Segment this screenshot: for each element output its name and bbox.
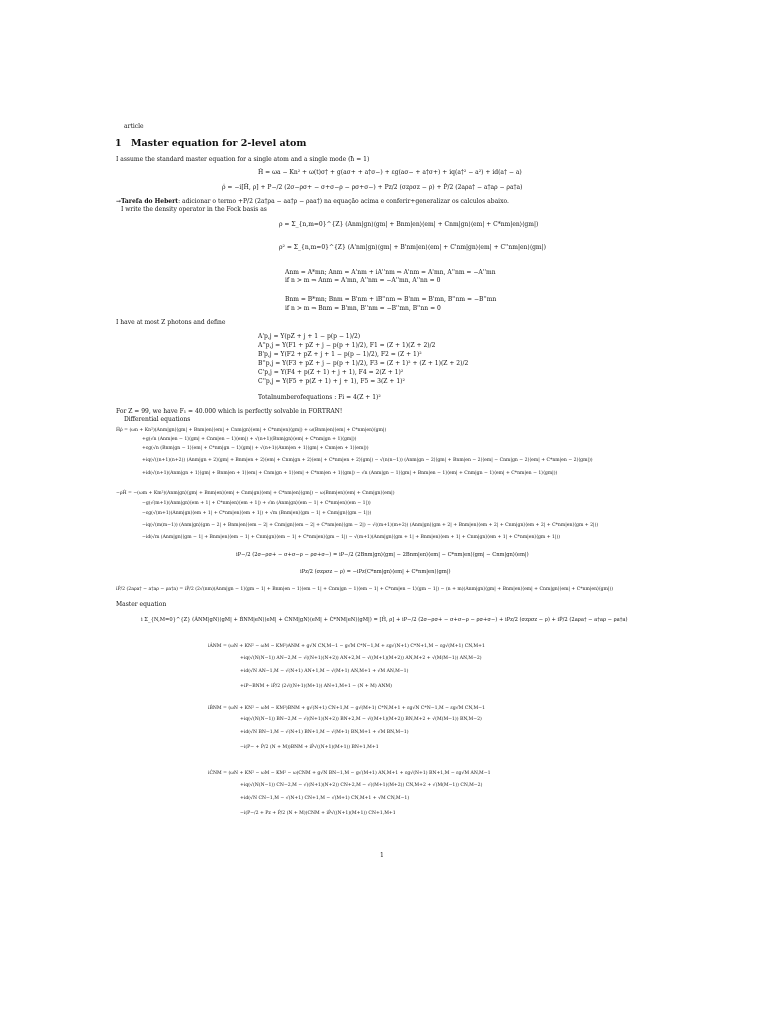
index-definition-5: C''p,j = Y(F5 + p(Z + 1) + j + 1), F5 = 3(Z + 1)²	[258, 378, 405, 385]
a-dot-line-2: +id(√N AN−1,M − √(N+1) AN+1,M − √(M+1) AN,M+1 + √M AN,M−1)	[240, 669, 409, 674]
index-definition-1: A''p,j = Y(F1 + pZ + j − p(p + 1)/2), F1 = (Z + 1)(Z + 2)/2	[258, 342, 436, 349]
document-class-label: article	[124, 123, 144, 130]
diff-h-rho-line-4: +id(√(n+1)(Anm|gn + 1⟩⟨gm| + Bnm|en + 1⟩⟨em| + Cnm|gn + 1⟩⟨em| + C*nm|en + 1⟩⟨gm|) − √n (Anm|gn − 1⟩⟨gm| + Bnm|en − 1⟩⟨em| + Cnm|gn − 1⟩⟨em| + C*nm|en − 1⟩⟨gm|))	[142, 471, 558, 476]
diff-h-rho-line-0: Ĥρ̇ = (ωn + Kn²)(Anm|gn⟩⟨gm| + Bnm|en⟩⟨em| + Cnm|gn⟩⟨em| + C*nm|en⟩⟨gm|) + ω(Bnm|en⟩⟨em| + C*nm|en⟩⟨gm|)	[116, 428, 387, 433]
section-number: 1	[115, 138, 122, 149]
lindblad-decay-term: iP−/2 (2σ−ρσ+ − σ+σ−ρ − ρσ+σ−) = iP−/2 (2Bnm|gn⟩⟨gm| − 2Bnm|en⟩⟨em| − C*nm|en⟩⟨gm| − Cnm|gn⟩⟨em|)	[236, 552, 529, 558]
lindblad-dephasing-term: iPz/2 (σzρσz − ρ) = −iPz(C*nm|gn⟩⟨em| + C*nm|en⟩⟨gm|)	[300, 569, 451, 575]
index-definition-3: B''p,j = Y(F3 + pZ + j − p(p + 1)/2), F3 = (Z + 1)² + (Z + 1)(Z + 2)/2	[258, 360, 469, 367]
diff-rho-h-line-2: −εg(√(m+1)(Anm|gn⟩⟨em + 1| + C*nm|en⟩⟨em + 1|) + √m (Bnm|en⟩⟨gm − 1| + Cnm|gn⟩⟨gm − 1|))	[142, 511, 372, 516]
b-dot-line-2: +id(√N BN−1,M − √(N+1) BN+1,M − √(M+1) BN,M+1 + √M BN,M−1)	[240, 730, 409, 735]
c-dot-line-3: −i(P−/2 + Pz + Ṗ/2 (N + M))CNM + iṖ√((N+1)(M+1)) CN+1,M+1	[240, 811, 396, 816]
b-dot-line-0: iḂNM = (ωN + KN² − ωM − KM²)BNM + g√(N+1) CN+1,M − g√(M+1) C*N,M+1 + εg√N C*N−1,M − εg√M CN,M−1	[208, 706, 486, 711]
page-number: 1	[380, 852, 384, 859]
tarefa-label: →Tarefa do Hebert	[116, 198, 179, 205]
fortran-paragraph: For Z = 99, we have F₁ = 40.000 which is perfectly solvable in FORTRAN!	[116, 408, 343, 415]
diff-rho-h-line-1: −g(√(m+1)(Anm|gn⟩⟨em + 1| + C*nm|en⟩⟨em + 1|) + √m (Anm|gn⟩⟨em − 1| + C*nm|en⟩⟨em − 1|))	[142, 501, 371, 506]
b-dot-line-1: +iq(√(N(N−1)) BN−2,M − √((N+1)(N+2)) BN+2,M − √((M+1)(M+2)) BN,M+2 + √(M(M−1)) BN,M−2)	[240, 717, 482, 722]
c-dot-line-0: iĊNM = (ωN + KN² − ωM − KM² − ω)CNM + g√N BN−1,M − g√(M+1) AN,M+1 + εg√(N+1) BN+1,M − εg√M AN,M−1	[208, 771, 491, 776]
index-definition-0: A'p,j = Y(pZ + j + 1 − p(p − 1)/2)	[258, 333, 361, 340]
intro-paragraph: I assume the standard master equation for a single atom and a single mode (ħ = 1)	[116, 156, 370, 163]
c-dot-line-2: +id(√N CN−1,M − √(N+1) CN+1,M − √(M+1) CN,M+1 + √M CN,M−1)	[240, 796, 410, 801]
a-symmetry-condition: if n > m ⇒ Anm = A'mn, A''nm = −A''mn, A''nn = 0	[285, 277, 441, 284]
diff-h-rho-line-1: +g(√n (Anm|en − 1⟩⟨gm| + Cnm|en − 1⟩⟨em|) + √(n+1)(Bnm|gn⟩⟨em| + C*nm|gn + 1⟩⟨gm|))	[142, 437, 357, 442]
a-dot-line-3: +iP−BNM + iṖ/2 (2√((N+1)(M+1)) AN+1,M+1 − (N + M) ANM)	[240, 684, 392, 689]
c-dot-line-1: +iq(√(N(N−1)) CN−2,M − √((N+1)(N+2)) CN+2,M − √((M+1)(M+2)) CN,M+2 + √(M(M−1)) CN,M−2)	[240, 783, 483, 788]
diff-rho-h-line-4: −id(√m (Anm|gn⟩⟨gm − 1| + Bnm|en⟩⟨em − 1| + Cnm|gn⟩⟨em − 1| + C*nm|en⟩⟨gm − 1|) − √(m+1)(Anm|gn⟩⟨gm + 1| + Bnm|en⟩⟨em + 1| + Cnm|gn⟩⟨em + 1| + C*nm|en⟩⟨gm + 1|))	[142, 535, 561, 540]
density-paragraph: I write the density operator in the Fock basis as	[121, 206, 267, 213]
differential-equations-heading: Differential equations	[124, 416, 191, 423]
master-equation-heading: Master equation	[116, 601, 167, 608]
rho2-sum-equation: ρ² = Σ_{n,m=0}^{Z} (A'nm|gn⟩⟨gm| + B'nm|en⟩⟨em| + C'nm|gn⟩⟨em| + C''nm|en⟩⟨gm|)	[279, 244, 546, 251]
diff-rho-h-line-0: −ρĤ = −(ωm + Km²)(Anm|gn⟩⟨gm| + Bnm|en⟩⟨em| + Cnm|gn⟩⟨em| + C*nm|en⟩⟨gm|) − ω(Bnm|en⟩⟨em| + Cnm|gn⟩⟨em|)	[116, 491, 395, 496]
section-title: Master equation for 2-level atom	[131, 138, 307, 149]
index-definition-2: B'p,j = Y(F2 + pZ + j + 1 − p(p − 1)/2), F2 = (Z + 1)²	[258, 351, 422, 358]
hamiltonian-equation: Ĥ = ωa − Kn² + ω(t)σ† + g(aσ+ + a†σ−) + εg(aσ− + a†σ+) + iq(a†² − a²) + id(a† − a)	[258, 169, 522, 176]
a-symmetry-definition: Anm = A*mn; Anm = A'nm + iA''nm ⇒ A'nm = A'mn, A''nm = −A''mn	[285, 269, 496, 276]
b-symmetry-condition: if n > m ⇒ Bnm = B'mn, B''nm = −B''mn, B''nn = 0	[285, 305, 441, 312]
a-dot-line-1: +iq(√(N(N−1)) AN−2,M − √((N+1)(N+2)) AN+2,M − √((M+1)(M+2)) AN,M+2 + √(M(M−1)) AN,M−2)	[240, 656, 482, 661]
diff-rho-h-line-3: −iq(√(m(m−1)) (Anm|gn⟩⟨gm − 2| + Bnm|en⟩⟨em − 2| + Cnm|gn⟩⟨em − 2| + C*nm|en⟩⟨gm − 2|) − √((m+1)(m+2)) (Anm|gn⟩⟨gm + 2| + Bnm|en⟩⟨em + 2| + Cnm|gn⟩⟨em + 2| + C*nm|en⟩⟨gm + 2|))	[142, 523, 599, 528]
diff-h-rho-line-3: +iq(√((n+1)(n+2)) (Anm|gn + 2⟩⟨gm| + Bnm|en + 2⟩⟨em| + Cnm|gn + 2⟩⟨em| + C*nm|en + 2⟩⟨gm|) − √(n(n−1)) (Anm|gn − 2⟩⟨gm| + Bnm|en − 2⟩⟨em| − Cnm|gn − 2⟩⟨em| + C*nm|en − 2⟩⟨gm|))	[142, 458, 593, 463]
rho-dot-equation: ρ̇ = −i[Ĥ, ρ] + P−/2 (2σ−ρσ+ − σ+σ−ρ − ρσ+σ−) + Pz/2 (σzρσz − ρ) + Ṗ/2 (2aρa† − a†aρ − ρa†a)	[222, 184, 523, 191]
b-symmetry-definition: Bnm = B*mn; Bnm = B'nm + iB''nm ⇒ B'nm = B'mn, B''nm = −B''mn	[285, 296, 497, 303]
lindblad-pump-term: iṖ/2 (2aρa† − a†aρ − ρa†a) = iṖ/2 (2√(nm)(Anm|gn − 1⟩⟨gm − 1| + Bnm|en − 1⟩⟨em − 1| + Cnm|gn − 1⟩⟨em − 1| + C*nm|en − 1⟩⟨gm − 1|) − (n + m)(Anm|gn⟩⟨gm| + Bnm|en⟩⟨em| + Cnm|gn⟩⟨em| + C*nm|en⟩⟨gm|))	[116, 587, 614, 592]
tarefa-text: : adicionar o termo +P/2 (2a†ρa − aa†ρ − ρaa†) na equação acima e conferir+generalizar os calculos abaixo.	[178, 198, 509, 205]
a-dot-line-0: iȦNM = (ωN + KN² − ωM − KM²)ANM + g√N CN,M−1 − g√M C*N−1,M + εg√(N+1) C*N+1,M − εg√(M+1) CN,M+1	[208, 644, 485, 649]
rho-sum-equation: ρ = Σ_{n,m=0}^{Z} (Anm|gn⟩⟨gm| + Bnm|en⟩⟨em| + Cnm|gn⟩⟨em| + C*nm|en⟩⟨gm|)	[279, 221, 539, 228]
index-definition-4: C'p,j = Y(F4 + p(Z + 1) + j + 1), F4 = 2(Z + 1)²	[258, 369, 404, 376]
b-dot-line-3: −i(P− + Ṗ/2 (N + M))BNM + iṖ√((N+1)(M+1)) BN+1,M+1	[240, 745, 379, 750]
diff-h-rho-line-2: +εg(√n (Bnm|gn − 1⟩⟨em| + C*nm|gn − 1⟩⟨gm|) + √(n+1)(Anm|en + 1⟩⟨gm| + Cnm|en + 1⟩⟨em|))	[142, 446, 369, 451]
index-definition-6: Totalnumberofequations : Fi = 4(Z + 1)²	[258, 394, 381, 401]
tarefa-note	[116, 198, 509, 205]
master-equation: i Σ_{N,M=0}^{Z} (ȦNM|gN⟩⟨gM| + ḂNM|eN⟩⟨eM| + ĊNM|gN⟩⟨eM| + Ċ*NM|eN⟩⟨gM|) = [Ĥ, ρ] + iP−/2 (2σ−ρσ+ − σ+σ−ρ − ρσ+σ−) + iPz/2 (σzρσz − ρ) + iṖ/2 (2aρa† − a†aρ − ρa†a)	[141, 617, 628, 623]
photons-paragraph: I have at most Z photons and define	[116, 319, 226, 326]
